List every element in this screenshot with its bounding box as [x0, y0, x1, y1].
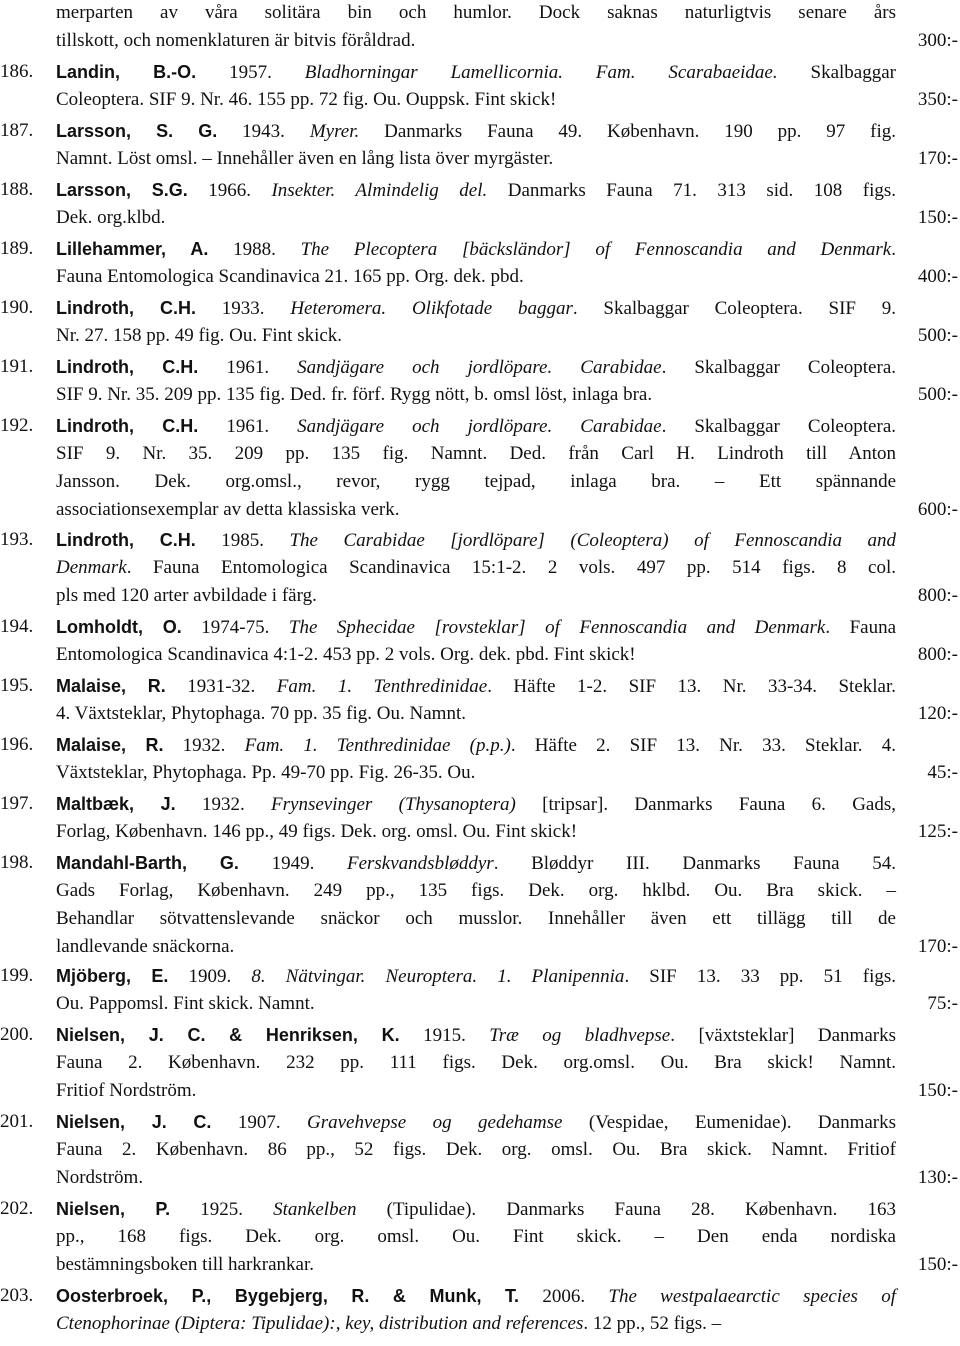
entry-title: Myrer.: [309, 121, 360, 142]
entry-text-line: [56, 791, 896, 818]
entry-price: 75:-: [927, 993, 958, 1014]
entry-text: 1943.: [217, 121, 310, 142]
entry-text-line: [56, 701, 856, 727]
entry-number: 189.: [0, 238, 34, 259]
entry-text-line: [56, 382, 856, 408]
entry-price: 500:-: [917, 384, 958, 405]
entry-text: Jansson. Dek. org.omsl., revor, rygg tejpad, inlaga bra. – Ett spännande: [56, 471, 896, 492]
entry-text: landlevande snäckorna.: [56, 936, 235, 957]
entry-text-line: [56, 354, 896, 381]
entry-text: Gads Forlag, København. 249 pp., 135 figs. Dek. org. hklbd. Ou. Bra skick. –: [56, 880, 896, 901]
entry-text: . Bløddyr III. Danmarks Fauna 54.: [493, 853, 896, 874]
entry-number: 198.: [0, 852, 34, 873]
entry-text-line: [56, 323, 856, 349]
entry-title: Denmark: [56, 557, 127, 578]
entry-text: (Vespidae, Eumenidae). Danmarks: [562, 1112, 897, 1133]
entry-title: Sandjägare och jordlöpare. Carabidae: [297, 416, 662, 437]
entry-text: associationsexemplar av detta klassiska verk.: [56, 499, 400, 520]
entry-text: . Fauna: [825, 617, 897, 638]
entry-text: bestämningsboken till harkrankar.: [56, 1254, 315, 1275]
entry-text: 1932.: [175, 794, 272, 815]
entry-text: Forlag, København. 146 pp., 49 figs. Dek. org. omsl. Ou. Fint skick!: [56, 821, 578, 842]
entry-title: 8. Nätvingar. Neuroptera. 1. Planipennia: [251, 966, 625, 987]
entry-price: 150:-: [917, 1254, 958, 1275]
entry-author: Lindroth, C.H.: [56, 357, 199, 377]
entry-text-line: [56, 991, 856, 1017]
entry-text-line: [56, 264, 856, 290]
entry-text: 1985.: [195, 530, 290, 551]
entry-price: 500:-: [917, 325, 958, 346]
entry-price: 45:-: [927, 762, 958, 783]
entry-title: Ferskvandsbløddyr: [346, 853, 494, 874]
entry-text: 1909.: [168, 966, 252, 987]
entry-title: Stankelben: [273, 1199, 357, 1220]
entry-text: [tripsar]. Danmarks Fauna 6. Gads,: [515, 794, 896, 815]
entry-text-line: [56, 497, 856, 523]
entry-text-line: [56, 555, 896, 581]
entry-text-line: [56, 1109, 896, 1136]
entry-text-line: [56, 642, 856, 668]
entry-text-line: [56, 614, 896, 641]
entry-text: 1907.: [211, 1112, 307, 1133]
entry-text-line: [56, 1224, 896, 1250]
entry-title: Fam. 1. Tenthredinidae: [276, 676, 488, 697]
entry-text: Skalbaggar: [777, 62, 896, 83]
entry-number: 188.: [0, 179, 34, 200]
entry-author: Lindroth, C.H.: [56, 416, 199, 436]
entry-text: 1966.: [187, 180, 272, 201]
entry-author: Maltbæk, J.: [56, 794, 176, 814]
entry-text: SIF 9. Nr. 35. 209 pp. 135 fig. Namnt. Ded. från Carl H. Lindroth till Anton: [56, 443, 896, 464]
entry-author: Nielsen, J. C. & Henriksen, K.: [56, 1025, 400, 1045]
entry-text-line: [56, 118, 896, 145]
entry-price: 800:-: [917, 585, 958, 606]
entry-text-line: [56, 1196, 896, 1223]
entry-text-line: [56, 1078, 856, 1104]
entry-author: Lillehammer, A.: [56, 239, 209, 259]
entry-text-line: [56, 527, 896, 554]
entry-text-line: [56, 0, 896, 26]
entry-text: 1988.: [208, 239, 301, 260]
entry-price: 400:-: [917, 266, 958, 287]
entry-number: 197.: [0, 793, 34, 814]
entry-number: 199.: [0, 965, 34, 986]
entry-text: pls med 120 arter avbildade i färg.: [56, 585, 317, 606]
entry-text-line: [56, 583, 856, 609]
entry-price: 300:-: [917, 30, 958, 51]
entry-author: Lindroth, C.H.: [56, 298, 197, 318]
entry-text-line: [56, 1311, 856, 1337]
entry-number: 195.: [0, 675, 34, 696]
entry-text: 1974-75.: [181, 617, 289, 638]
entry-title: The Plecoptera [bäcksländor] of Fennoscandia and Denmark: [300, 239, 892, 260]
entry-number: 194.: [0, 616, 34, 637]
entry-price: 350:-: [917, 89, 958, 110]
entry-text: . Skalbaggar Coleoptera. SIF 9.: [572, 298, 897, 319]
entry-author: Nielsen, P.: [56, 1199, 171, 1219]
entry-number: 190.: [0, 297, 34, 318]
entry-text-line: [56, 441, 896, 467]
entry-text: pp., 168 figs. Dek. org. omsl. Ou. Fint skick. – Den enda nordiska: [56, 1226, 896, 1247]
entry-text: Fauna Entomologica Scandinavica 21. 165 pp. Org. dek. pbd.: [56, 266, 524, 287]
entry-text-line: [56, 1252, 856, 1278]
entry-text-line: [56, 934, 856, 960]
entry-text-line: [56, 906, 896, 932]
entry-text: Entomologica Scandinavica 4:1-2. 453 pp. 2 vols. Org. dek. pbd. Fint skick!: [56, 644, 636, 665]
entry-text: 4. Växtsteklar, Phytophaga. 70 pp. 35 fig. Ou. Namnt.: [56, 703, 466, 724]
entry-author: Larsson, S.G.: [56, 180, 188, 200]
entry-text-line: [56, 1165, 856, 1191]
entry-text: Behandlar sötvattenslevande snäckor och musslor. Innehåller även ett tillägg till de: [56, 908, 896, 929]
entry-text: 1932.: [163, 735, 245, 756]
entry-text-line: [56, 878, 896, 904]
entry-text: Danmarks Fauna 49. København. 190 pp. 97 fig.: [359, 121, 896, 142]
entry-title: Heteromera. Olikfotade baggar: [290, 298, 573, 319]
entry-number: 202.: [0, 1198, 34, 1219]
entry-text: Ou. Pappomsl. Fint skick. Namnt.: [56, 993, 315, 1014]
entry-text: . 12 pp., 52 figs. –: [583, 1313, 722, 1334]
entry-text: Fritiof Nordström.: [56, 1080, 197, 1101]
entry-price: 120:-: [917, 703, 958, 724]
entry-text-line: [56, 732, 896, 759]
entry-text: . [växtsteklar] Danmarks: [670, 1025, 896, 1046]
entry-price: 130:-: [917, 1167, 958, 1188]
entry-text-line: [56, 177, 896, 204]
entry-number: 203.: [0, 1285, 34, 1306]
entry-text: Fauna 2. København. 232 pp. 111 figs. Dek. org.omsl. Ou. Bra skick! Namnt.: [56, 1052, 896, 1073]
entry-text: .: [891, 239, 896, 260]
entry-title: Ctenophorinae (Diptera: Tipulidae):, key, distribution and references: [56, 1313, 584, 1334]
entry-text: 1949.: [238, 853, 347, 874]
entry-text-line: [56, 469, 896, 495]
entry-title: Sandjägare och jordlöpare. Carabidae: [297, 357, 662, 378]
entry-text-line: [56, 146, 856, 172]
entry-price: 125:-: [917, 821, 958, 842]
entry-author: Mandahl-Barth, G.: [56, 853, 239, 873]
entry-text: (Tipulidae). Danmarks Fauna 28. København. 163: [356, 1199, 896, 1220]
entry-author: Larsson, S. G.: [56, 121, 218, 141]
entry-title: The Carabidae [jordlöpare] (Coleoptera) of Fennoscandia and: [289, 530, 896, 551]
entry-number: 201.: [0, 1111, 34, 1132]
entry-price: 170:-: [917, 936, 958, 957]
entry-number: 200.: [0, 1024, 34, 1045]
entry-author: Malaise, R.: [56, 735, 164, 755]
entry-text-line: [56, 1050, 896, 1076]
entry-text: 1961.: [198, 416, 298, 437]
entry-text-line: [56, 59, 896, 86]
entry-number: 193.: [0, 529, 34, 550]
entry-title: Fam. 1. Tenthredinidae (p.p.): [244, 735, 511, 756]
entry-text: Danmarks Fauna 71. 313 sid. 108 figs.: [487, 180, 896, 201]
entry-text-line: [56, 1137, 896, 1163]
entry-text: . SIF 13. 33 pp. 51 figs.: [624, 966, 896, 987]
entry-text-line: [56, 205, 856, 231]
entry-price: 600:-: [917, 499, 958, 520]
entry-price: 170:-: [917, 148, 958, 169]
entry-author: Malaise, R.: [56, 676, 166, 696]
entry-text: Nordström.: [56, 1167, 144, 1188]
entry-text: Växtsteklar, Phytophaga. Pp. 49-70 pp. Fig. 26-35. Ou.: [56, 762, 476, 783]
entry-text: . Skalbaggar Coleoptera.: [661, 416, 897, 437]
entry-text: 1925.: [170, 1199, 274, 1220]
entry-author: Lindroth, C.H.: [56, 530, 196, 550]
entry-price: 150:-: [917, 1080, 958, 1101]
entry-title: Træ og bladhvepse: [489, 1025, 671, 1046]
entry-number: 187.: [0, 120, 34, 141]
entry-text-line: [56, 1022, 896, 1049]
entry-text-line: [56, 87, 856, 113]
entry-title: The Sphecidae [rovsteklar] of Fennoscandia and Denmark: [288, 617, 826, 638]
entry-author: Lomholdt, O.: [56, 617, 182, 637]
entry-text: . Häfte 2. SIF 13. Nr. 33. Steklar. 4.: [510, 735, 896, 756]
entry-text-line: [56, 673, 896, 700]
entry-text-line: [56, 760, 856, 786]
entry-text: 1933.: [196, 298, 291, 319]
entry-text: 1957.: [196, 62, 305, 83]
entry-text-line: [56, 28, 856, 54]
entry-author: Mjöberg, E.: [56, 966, 169, 986]
entry-text: 1961.: [198, 357, 298, 378]
entry-text: . Fauna Entomologica Scandinavica 15:1-2. 2 vols. 497 pp. 514 figs. 8 col.: [126, 557, 896, 578]
entry-price: 800:-: [917, 644, 958, 665]
entry-number: 191.: [0, 356, 34, 377]
entry-price: 150:-: [917, 207, 958, 228]
entry-author: Landin, B.-O.: [56, 62, 197, 82]
entry-text: merparten av våra solitära bin och humlor. Dock saknas naturligtvis senare års: [56, 2, 896, 23]
entry-text-line: [56, 413, 896, 440]
entry-text: . Häfte 1-2. SIF 13. Nr. 33-34. Steklar.: [487, 676, 897, 697]
entry-text: 2006.: [519, 1286, 609, 1307]
entry-text: Namnt. Löst omsl. – Innehåller även en lång lista över myrgäster.: [56, 148, 554, 169]
entry-title: Gravehvepse og gedehamse: [307, 1112, 563, 1133]
entry-text: tillskott, och nomenklaturen är bitvis föråldrad.: [56, 30, 416, 51]
entry-title: The westpalaearctic species of: [608, 1286, 897, 1307]
entry-text: 1931-32.: [165, 676, 277, 697]
entry-number: 186.: [0, 61, 34, 82]
entry-text-line: [56, 819, 856, 845]
entry-title: Insekter. Almindelig del.: [271, 180, 488, 201]
entry-text-line: [56, 963, 896, 990]
entry-text-line: [56, 1283, 896, 1310]
entry-text: Fauna 2. København. 86 pp., 52 figs. Dek. org. omsl. Ou. Bra skick. Namnt. Fritiof: [56, 1139, 896, 1160]
entry-text: 1915.: [399, 1025, 490, 1046]
entry-text: . Skalbaggar Coleoptera.: [661, 357, 897, 378]
entry-author: Oosterbroek, P., Bygebjerg, R. & Munk, T.: [56, 1286, 520, 1306]
entry-number: 192.: [0, 415, 34, 436]
entry-text: Dek. org.klbd.: [56, 207, 166, 228]
entry-text-line: [56, 850, 896, 877]
entry-text-line: [56, 295, 896, 322]
entry-text: Coleoptera. SIF 9. Nr. 46. 155 pp. 72 fig. Ou. Ouppsk. Fint skick!: [56, 89, 557, 110]
entry-text: SIF 9. Nr. 35. 209 pp. 135 fig. Ded. fr. förf. Rygg nött, b. omsl löst, inlaga bra.: [56, 384, 653, 405]
entry-title: Frynsevinger (Thysanoptera): [271, 794, 516, 815]
entry-number: 196.: [0, 734, 34, 755]
entry-text: Nr. 27. 158 pp. 49 fig. Ou. Fint skick.: [56, 325, 343, 346]
entry-text-line: [56, 236, 896, 263]
entry-title: Bladhorningar Lamellicornia. Fam. Scarabaeidae.: [304, 62, 778, 83]
entry-author: Nielsen, J. C.: [56, 1112, 212, 1132]
